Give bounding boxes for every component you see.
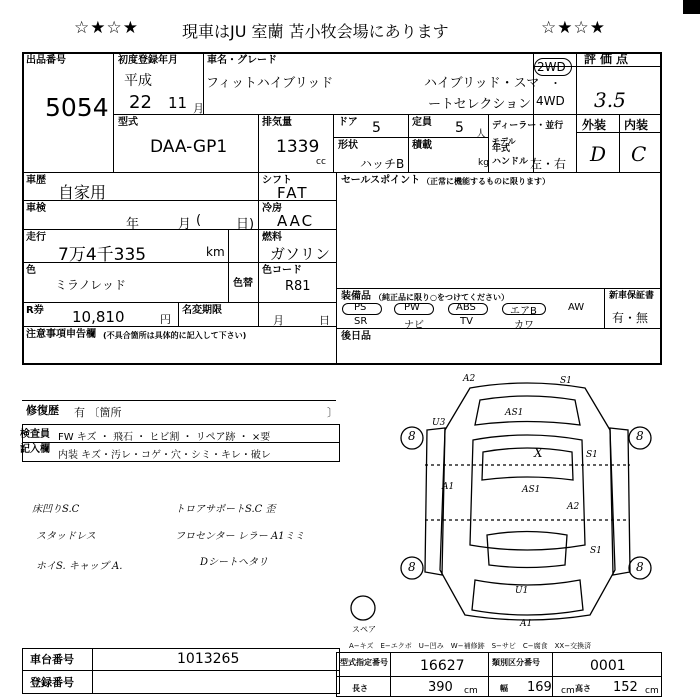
hand-note-4: トロアサポートS.C 歪 <box>175 504 276 515</box>
mark-s1-right: S1 <box>586 450 598 460</box>
hand-note-6: Dシートヘタリ <box>200 557 269 568</box>
header-stars-left: ☆★☆★ <box>74 18 139 38</box>
chassis-value: 1013265 <box>177 651 240 667</box>
inspector-label-2: 記入欄 <box>20 444 50 455</box>
drive-dot: ・ <box>550 77 561 90</box>
sales-points-hint: （正常に機能するものに限ります） <box>422 177 550 186</box>
car-grade-line2: ートセレクション <box>428 97 532 112</box>
interior-grade: C <box>631 142 647 166</box>
mileage-unit: km <box>206 245 225 259</box>
mark-a1-left: A1 <box>442 482 455 492</box>
doors-label: ドア <box>338 117 358 128</box>
inspection-year: 年 <box>126 217 140 232</box>
mark-a2-right: A2 <box>567 502 580 512</box>
equip-tv: TV <box>460 316 473 327</box>
type-designation-value: 16627 <box>420 658 465 674</box>
hand-note-2: スタッドレス <box>36 531 96 542</box>
height-value: 152 <box>613 680 638 695</box>
inspector-row-1: FW キズ ・ 飛石 ・ ヒビ割 ・ リペア跡 ・ ×要 <box>58 432 271 443</box>
mark-tire-rl: 8 <box>408 560 416 574</box>
car-grade-line1: ハイブリッド・スマ <box>424 76 540 91</box>
category-label: 類別区分番号 <box>492 658 540 667</box>
model-value: DAA-GP1 <box>150 137 228 157</box>
capacity-label: 定員 <box>412 117 432 128</box>
shift-value: FAT <box>277 184 309 202</box>
header-notice: 現車はJU 室蘭 苫小牧会場にあります <box>182 22 449 41</box>
hand-note-3: ホイS. キャップ A. <box>36 561 123 572</box>
mark-s1-top: S1 <box>560 376 572 386</box>
rating-score: 3.5 <box>594 88 626 112</box>
mark-u3: U3 <box>432 418 446 428</box>
rating-label: 評価点 <box>584 52 633 66</box>
mark-a1-bottom: A1 <box>520 619 533 629</box>
paint-change-label: 色替 <box>233 278 253 289</box>
car-windshield <box>482 448 573 480</box>
length-unit: cm <box>464 686 478 696</box>
doors-value: 5 <box>372 120 381 136</box>
equip-leather: カワ <box>514 320 534 331</box>
recycle-label: R券 <box>26 305 44 316</box>
interior-label: 内装 <box>624 118 649 132</box>
mark-as1-top: AS1 <box>505 408 524 418</box>
corner-mark <box>683 0 700 14</box>
spare-tire <box>351 596 375 620</box>
color-value: ミラノレッド <box>55 278 127 292</box>
equip-airbag: エアB <box>510 306 537 317</box>
inspection-day: 日) <box>236 217 255 232</box>
fuel-label: 燃料 <box>262 232 282 243</box>
type-designation-label: 型式指定番号 <box>340 658 388 667</box>
height-unit: cm <box>645 686 659 696</box>
color-label: 色 <box>26 265 36 276</box>
shift-label: シフト <box>262 175 292 186</box>
model-label: 型式 <box>118 117 138 128</box>
equipment-label: 装備品 <box>341 291 371 302</box>
warranty-label: 新車保証書 <box>609 291 655 301</box>
inspector-label-1: 検査員 <box>20 429 50 440</box>
first-reg-year: 22 <box>129 92 152 113</box>
first-reg-month: 11 <box>168 94 188 112</box>
width-unit: cm <box>561 686 575 696</box>
fuel-value: ガソリン <box>270 245 331 263</box>
mark-x: X <box>534 446 543 460</box>
history-label: 車歴 <box>26 175 46 186</box>
name-change-label: 名変期限 <box>182 305 222 316</box>
inspection-day-paren: ( <box>196 213 202 228</box>
handle-label: ハンドル <box>492 157 529 167</box>
displacement-label: 排気量 <box>262 117 292 128</box>
lot-label: 出品番号 <box>26 55 66 66</box>
after-fit-label: 後日品 <box>341 331 371 342</box>
mark-tire-fl: 8 <box>408 429 416 443</box>
mark-s1-bottom: S1 <box>590 546 602 556</box>
notes-hint: (不具合箇所は具体的に記入して下さい) <box>103 331 247 340</box>
hand-note-1: 床凹りS.C <box>32 504 80 515</box>
history-value: 自家用 <box>58 183 107 202</box>
first-reg-era: 平成 <box>124 73 152 89</box>
equip-aw: AW <box>568 302 585 313</box>
dealer-label: ディーラー・並行 <box>492 121 564 131</box>
repair-value: 有 〔箇所 <box>74 406 122 419</box>
recycle-unit: 円 <box>160 313 171 326</box>
displacement-value: 1339 <box>276 137 320 157</box>
mileage-value: 7万4千335 <box>58 245 147 265</box>
load-label: 積載 <box>412 140 432 151</box>
aircon-label: 冷房 <box>262 203 282 214</box>
first-reg-month-unit: 月 <box>193 102 204 115</box>
color-code-value: R81 <box>285 279 311 294</box>
equip-abs: ABS <box>456 302 476 313</box>
warranty-value: 有・無 <box>612 311 649 325</box>
lot-number: 5054 <box>45 93 109 122</box>
height-label: 高さ <box>575 684 591 693</box>
inspection-month: 月 <box>178 217 192 232</box>
notes-label: 注意事項申告欄 <box>26 329 96 340</box>
load-unit: kg <box>478 158 489 168</box>
car-label: 車名・グレード <box>207 55 277 66</box>
spare-label: スペア <box>352 625 376 634</box>
shape-value: ハッチB <box>360 157 405 171</box>
mileage-label: 走行 <box>26 232 46 243</box>
registration-label: 登録番号 <box>30 676 74 689</box>
damage-legend: A−キズ E−エクボ U−凹み W−補修跡 S−サビ C−腐食 XX−交換済 <box>349 642 592 650</box>
aircon-value: AAC <box>277 212 315 230</box>
length-value: 390 <box>428 680 453 695</box>
capacity-value: 5 <box>455 120 464 136</box>
name-change-month: 月 <box>273 314 284 327</box>
handle-value: 左・右 <box>530 157 567 171</box>
repair-close: 〕 <box>327 406 338 419</box>
category-value: 0001 <box>590 658 626 674</box>
mark-tire-fr: 8 <box>636 429 644 443</box>
equipment-hint: （純正品に限り○をつけてください） <box>374 293 509 302</box>
width-value: 169 <box>527 680 552 695</box>
mark-tire-rr: 8 <box>636 560 644 574</box>
drive-4wd: 4WD <box>536 94 565 108</box>
length-label: 長さ <box>352 684 368 693</box>
drive-2wd: 2WD <box>537 60 566 74</box>
recycle-value: 10,810 <box>72 308 125 326</box>
chassis-label: 車台番号 <box>30 653 74 666</box>
equip-ps: PS <box>354 302 367 313</box>
equip-sr: SR <box>354 316 368 327</box>
name-change-day: 日 <box>319 314 330 327</box>
color-code-label: 色コード <box>262 265 302 276</box>
width-label: 幅 <box>500 684 508 693</box>
exterior-label: 外装 <box>582 118 607 132</box>
repair-label: 修復歴 <box>26 404 59 417</box>
shape-label: 形状 <box>338 140 358 151</box>
mark-as1-right: AS1 <box>522 485 541 495</box>
mark-u1-bottom: U1 <box>515 586 529 596</box>
inspector-row-2: 内装 キズ・汚レ・コゲ・穴・シミ・キレ・破レ <box>58 450 271 461</box>
mark-a2-top: A2 <box>463 374 476 384</box>
exterior-grade: D <box>590 142 607 166</box>
equip-pw: PW <box>404 302 420 313</box>
car-hood <box>475 396 580 425</box>
displacement-unit: cc <box>316 157 326 167</box>
header-stars-right: ☆★☆★ <box>541 18 606 38</box>
model-year-label2: 年式 <box>492 144 511 154</box>
equip-navi: ナビ <box>404 320 424 331</box>
sales-points-label: セールスポイント <box>341 175 421 186</box>
first-reg-label: 初度登録年月 <box>118 55 178 66</box>
car-name: フィットハイブリッド <box>206 76 334 91</box>
capacity-unit: 人 <box>476 129 486 140</box>
model-year-label1: モデル <box>492 137 516 146</box>
inspection-label: 車検 <box>26 203 46 214</box>
hand-note-5: フロセンター レラー A1ミミ <box>175 531 305 542</box>
